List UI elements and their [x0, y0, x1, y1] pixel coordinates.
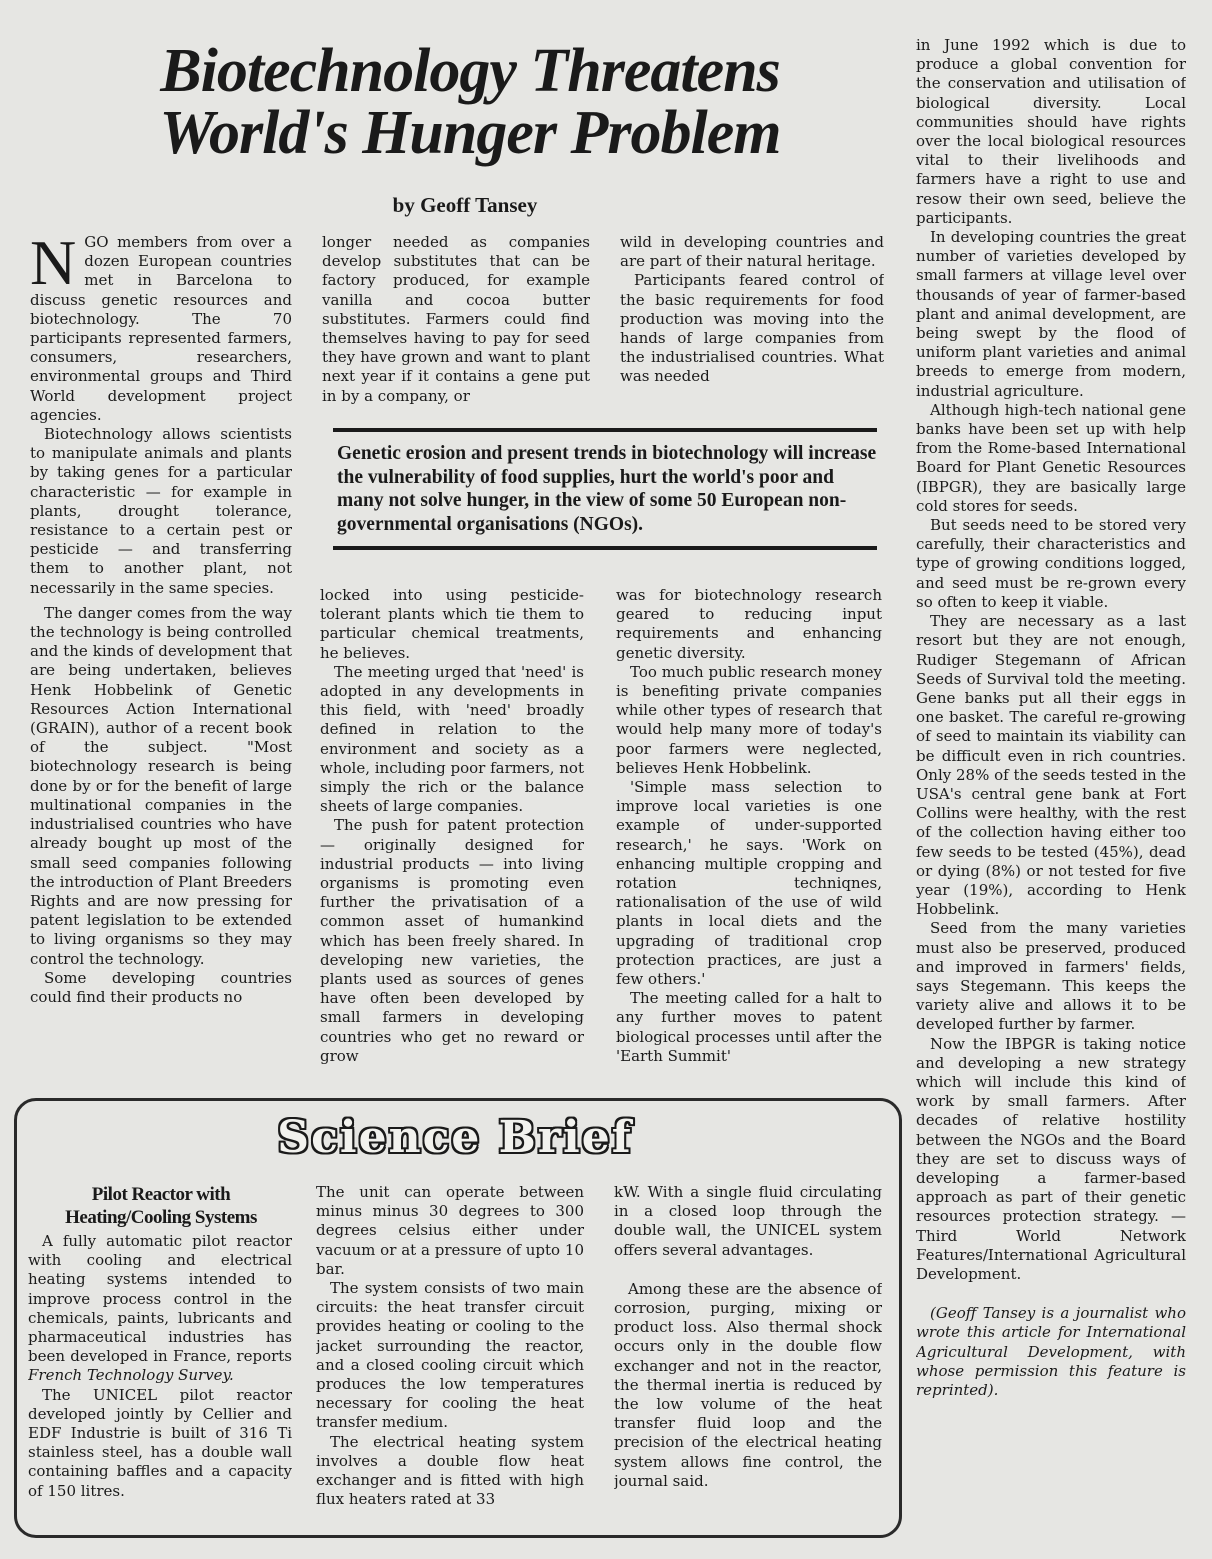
article-paragraph: The push for patent protection — originally designed for industrial products — into living organisms is promoting even further the privatisation of a common asset of humankind which has been freely shared. In developing new varieties, the plants used as sources of genes have often been developed by small farmers in developing countries who get no reward or grow: [320, 816, 584, 1065]
article-paragraph: locked into using pesticide-tolerant plants which tie them to particular chemical treatments, he believes.: [320, 586, 584, 662]
article-paragraph: In developing countries the great number of varieties developed by small farmers at village level over thousands of year of farmer-based plant and animal development, are being swept by the flood of uniform plant varieties and animal breeds to emerge from modern, industrial agriculture.: [916, 228, 1186, 400]
article-column-2-bottom: [320, 586, 584, 1086]
credit-text: (Geoff Tansey is a journalist who wrote this article for International Agricultural Development, with whose permission this feature is reprinted).: [916, 1304, 1186, 1400]
article-paragraph: They are necessary as a last resort but they are not enough, Rudiger Stegemann of African Seeds of Survival told the meeting. Gene banks put all their eggs in one basket. The careful re-growing of seed to maintain its viability can be difficult even in rich countries. Only 28% of the seeds tested in the USA's central gene bank at Fort Collins were healthy, with the rest of the collection having either too few seeds to be tested (45%), dead or dying (8%) or not tested for five year (19%), according to Henk Hobbelink.: [916, 612, 1186, 919]
headline-line-2: World's Hunger Problem: [159, 99, 781, 167]
article-paragraph: was for biotechnology research geared to reducing input requirements and enhancing genetic diversity.: [616, 586, 882, 662]
article-paragraph: Now the IBPGR is taking notice and developing a new strategy which will include this kind of work by small farmers. After decades of relative hostility between the NGOs and the Board they are set to discuss ways of developing a farmer-based approach as part of their genetic resources protection strategy. — Third World Network Features/International Agricultural Development.: [916, 1034, 1186, 1283]
article-paragraph: longer needed as companies develop substitutes that can be factory produced, for example vanilla and cocoa butter substitutes. Farmers could find themselves having to pay for seed they have grown and want to plant next year if it contains a gene put in by a company, or: [322, 233, 590, 405]
article-paragraph: Some developing countries could find their products no: [30, 968, 292, 1006]
article-paragraph: Seed from the many varieties must also be preserved, produced and improved in farmers' fields, says Stegemann. This keeps the variety alive and allows it to be developed further by farmer.: [916, 919, 1186, 1034]
article-paragraph: But seeds need to be stored very carefully, their characteristics and type of growing conditions logged, and seed must be re-grown every so often to keep it viable.: [916, 516, 1186, 611]
article-paragraph: The meeting urged that 'need' is adopted in any developments in this field, with 'need' broadly defined in relation to the environment and society as a whole, including poor farmers, not simply the rich or the balance sheets of large companies.: [320, 662, 584, 816]
article-column-3-top: [620, 233, 884, 413]
article-paragraph: [30, 233, 292, 425]
brief-paragraph: The unit can operate between minus minus 30 degrees to 300 degrees celsius either under vacuum or at a pressure of upto 10 bar.: [316, 1183, 584, 1278]
article-column-4: [916, 36, 1186, 1546]
headline: [30, 37, 910, 167]
article-paragraph: Biotechnology allows scientists to manipulate animals and plants by taking genes for a particular characteristic — for example in plants, drought tolerance, resistance to a certain pest or pesticide — and transferring them to another plant, not necessarily in the same species.: [30, 425, 292, 597]
brief-paragraph: The UNICEL pilot reactor developed jointly by Cellier and EDF Industrie is built of 316 Ti stainless steel, has a double wall containing baffles and a capacity of 150 litres.: [28, 1385, 292, 1500]
article-paragraph: Participants feared control of the basic requirements for food production was moving into the hands of large companies from the industrialised countries. What was needed: [620, 271, 884, 386]
article-paragraph: The meeting called for a halt to any further moves to patent biological processes until after the 'Earth Summit': [616, 989, 882, 1065]
author-credit: [916, 1304, 1186, 1400]
brief-paragraph: The system consists of two main circuits: the heat transfer circuit provides heating or cooling to the jacket surrounding the reactor, and a closed cooling circuit which produces the low temperatures necessary for cooling the heat transfer medium.: [316, 1279, 584, 1432]
brief-source: French Technology Survey.: [28, 1366, 234, 1385]
article-column-2-top: [322, 233, 590, 413]
article-paragraph: The danger comes from the way the technology is being controlled and the kinds of development that are being undertaken, believes Henk Hobbelink of Genetic Resources Action International (GRAIN), author of a recent book of the subject. "Most biotechnology research is being done by or for the benefit of large multinational companies in the industrialised countries who have already bought up most of the small seed companies following the introduction of Plant Breeders Rights and are now pressing for patent legislation to be extended to living organisms so they may control the technology.: [30, 603, 292, 968]
article-column-3-bottom: [616, 586, 882, 1086]
article-paragraph: Too much public research money is benefiting private companies while other types of research that would help many more of today's poor farmers were neglected, believes Henk Hobbelink.: [616, 662, 882, 777]
lead-text: GO members from over a dozen European countries met in Barcelona to discuss genetic resources and biotechnology. The 70 participants represented farmers, consumers, researchers, environmental groups and Third World development project agencies.: [30, 233, 292, 424]
headline-line-1: Biotechnology Threatens: [160, 37, 780, 105]
article-paragraph: in June 1992 which is due to produce a global convention for the conservation and utilisation of biological diversity. Local communities should have rights over the local biological resources vital to their livelihoods and farmers have a right to use and resow their own seed, believe the participants.: [916, 36, 1186, 227]
article-paragraph: wild in developing countries and are part of their natural heritage.: [620, 233, 884, 271]
drop-cap: N: [30, 233, 77, 298]
article-column-1: [30, 233, 292, 1083]
science-brief-column-3: [614, 1183, 882, 1528]
brief-paragraph: [28, 1232, 292, 1386]
byline: by Geoff Tansey: [392, 193, 538, 217]
science-brief-column-1: [28, 1232, 292, 1528]
science-brief-title: Science Brief: [277, 1112, 633, 1163]
brief-paragraph: The electrical heating system involves a double flow heat exchanger and is fitted with high flux heaters rated at 33: [316, 1432, 584, 1509]
science-brief-column-2: [316, 1183, 584, 1528]
article-paragraph: Although high-tech national gene banks have been set up with help from the Rome-based International Board for Plant Genetic Resources (IBPGR), they are basically large cold stores for seeds.: [916, 400, 1186, 515]
pull-quote: Genetic erosion and present trends in biotechnology will increase the vulnerability of food supplies, hurt the world's poor and many not solve hunger, in the view of some 50 European non-governmental organisations (NGOs).: [333, 428, 877, 550]
science-brief-subhead: Pilot Reactor with Heating/Cooling Systems: [65, 1184, 257, 1228]
brief-paragraph: Among these are the absence of corrosion, purging, mixing or product loss. Also thermal shock occurs only in the double flow exchanger and not in the reactor, the thermal inertia is reduced by the low volume of the heat transfer fluid loop and the precision of the electrical heating system allows fine control, the journal said.: [614, 1279, 882, 1490]
brief-text: A fully automatic pilot reactor with cooling and electrical heating systems intended to improve process control in the chemicals, paints, lubricants and pharmaceutical industries has been developed in France, reports: [28, 1232, 292, 1366]
brief-paragraph: kW. With a single fluid circulating in a closed loop through the double wall, the UNICEL system offers several advantages.: [614, 1183, 882, 1259]
article-paragraph: 'Simple mass selection to improve local varieties is one example of under-supported research,' he says. 'Work on enhancing multiple cropping and rotation techniqnes, rationalisation of the use of wild plants in local diets and the upgrading of traditional crop protection practices, are just a few others.': [616, 778, 882, 989]
